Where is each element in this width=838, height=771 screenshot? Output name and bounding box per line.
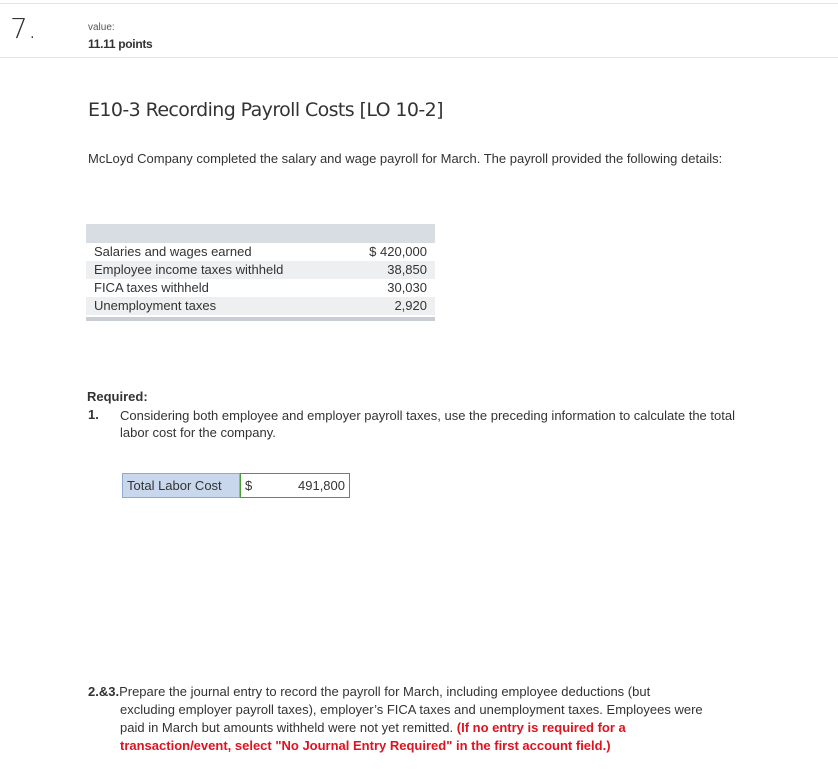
required-heading: Required:: [87, 389, 148, 404]
payroll-table-footer: [86, 317, 435, 321]
payroll-table: [86, 224, 435, 321]
total-labor-cost-row: [122, 473, 350, 498]
points-value: 11.11 points: [88, 37, 153, 51]
total-labor-cost-input[interactable]: [240, 473, 350, 498]
requirement-2-line-3a: paid in March but amounts withheld were not yet remitted.: [120, 720, 454, 735]
table-row: [86, 279, 435, 297]
row-label: FICA taxes withheld: [94, 280, 209, 295]
header-divider: [0, 57, 838, 58]
requirement-1-text: Considering both employee and employer payroll taxes, use the preceding information to calculate the total labor cost for the company.: [120, 408, 735, 440]
table-row: [86, 261, 435, 279]
row-label: Unemployment taxes: [94, 298, 217, 313]
top-divider: [0, 3, 838, 4]
question-number: 7.: [10, 12, 37, 45]
problem-title: E10-3 Recording Payroll Costs [LO 10-2]: [88, 99, 443, 121]
requirement-2-text: [88, 683, 763, 701]
requirement-2-note-end: transaction/event, select "No Journal Entry Required" in the first account field.): [120, 738, 611, 753]
requirement-2-line-1: Prepare the journal entry to record the payroll for March, including employee deductions (but: [119, 684, 651, 699]
total-labor-cost-label: Total Labor Cost: [122, 473, 240, 498]
total-labor-cost-value: 491,800: [298, 478, 345, 493]
requirement-2-line-3: [120, 719, 763, 737]
row-label: Employee income taxes withheld: [94, 262, 284, 277]
requirement-1-number: 1.: [88, 407, 99, 422]
payroll-table-header: [86, 224, 435, 243]
row-value: 2,920: [394, 298, 427, 313]
row-value: 38,850: [387, 262, 427, 277]
currency-symbol: $: [245, 478, 253, 493]
requirement-2-line-2: excluding employer payroll taxes), employer’s FICA taxes and unemployment taxes. Employees were: [120, 702, 703, 717]
table-row: [86, 243, 435, 261]
value-label: value:: [88, 22, 115, 33]
requirement-2-number: 2.&3.: [88, 684, 120, 699]
row-label: Salaries and wages earned: [94, 244, 252, 259]
row-value: 30,030: [387, 280, 427, 295]
problem-intro: McLoyd Company completed the salary and wage payroll for March. The payroll provided the following details:: [88, 151, 723, 166]
requirement-2-note-start: (If no entry is required for a: [456, 720, 626, 735]
row-value: $ 420,000: [369, 244, 427, 259]
table-row: [86, 297, 435, 315]
